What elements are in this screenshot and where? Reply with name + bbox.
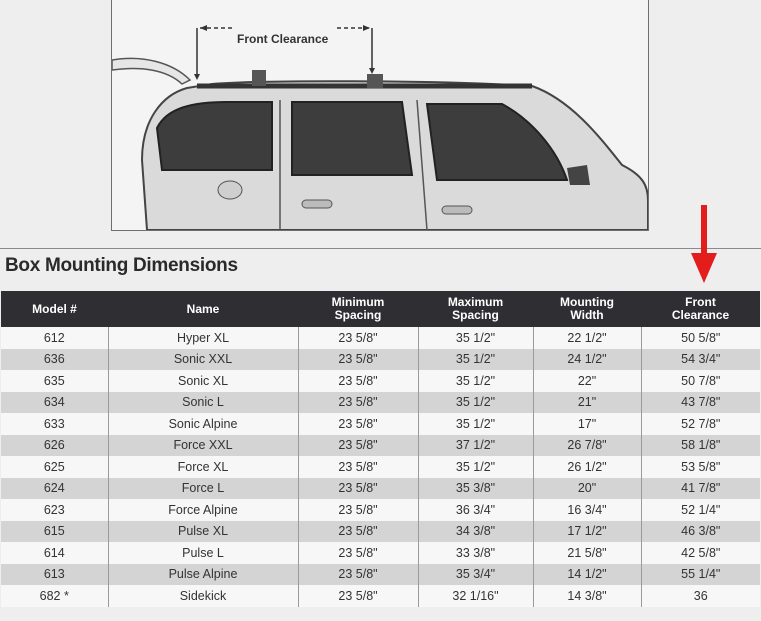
table-row (1, 564, 760, 586)
cell-max-spacing: 35 1/2" (418, 349, 533, 371)
cell-name: Force XXL (108, 435, 298, 457)
front-clearance-label: Front Clearance (237, 32, 329, 46)
header-mounting-width: Mounting Width (533, 291, 641, 327)
cell-max-spacing: 35 1/2" (418, 456, 533, 478)
table-row (1, 585, 760, 607)
cell-model: 634 (1, 392, 108, 414)
cell-model: 613 (1, 564, 108, 586)
cell-front-clearance: 36 (641, 585, 760, 607)
cell-min-spacing: 23 5/8" (298, 413, 418, 435)
cell-max-spacing: 33 3/8" (418, 542, 533, 564)
cell-mounting-width: 14 3/8" (533, 585, 641, 607)
cell-name: Force XL (108, 456, 298, 478)
cell-front-clearance: 50 5/8" (641, 327, 760, 349)
cell-model: 682 * (1, 585, 108, 607)
cell-min-spacing: 23 5/8" (298, 327, 418, 349)
cell-front-clearance: 55 1/4" (641, 564, 760, 586)
cell-max-spacing: 35 1/2" (418, 370, 533, 392)
cell-model: 633 (1, 413, 108, 435)
box-mounting-dimensions-table (1, 291, 760, 607)
table-row (1, 521, 760, 543)
cell-mounting-width: 21 5/8" (533, 542, 641, 564)
table-row (1, 327, 760, 349)
cell-name: Force L (108, 478, 298, 500)
cell-name: Hyper XL (108, 327, 298, 349)
table-row (1, 478, 760, 500)
cell-front-clearance: 52 1/4" (641, 499, 760, 521)
cell-min-spacing: 23 5/8" (298, 585, 418, 607)
cell-min-spacing: 23 5/8" (298, 370, 418, 392)
cell-min-spacing: 23 5/8" (298, 499, 418, 521)
cell-min-spacing: 23 5/8" (298, 478, 418, 500)
cell-min-spacing: 23 5/8" (298, 564, 418, 586)
table-row (1, 499, 760, 521)
cell-model: 623 (1, 499, 108, 521)
cell-front-clearance: 43 7/8" (641, 392, 760, 414)
cell-min-spacing: 23 5/8" (298, 456, 418, 478)
cell-max-spacing: 35 1/2" (418, 413, 533, 435)
table-header-row (1, 291, 760, 327)
cell-min-spacing: 23 5/8" (298, 435, 418, 457)
cell-front-clearance: 54 3/4" (641, 349, 760, 371)
cell-name: Sonic XXL (108, 349, 298, 371)
cell-mounting-width: 14 1/2" (533, 564, 641, 586)
cell-front-clearance: 52 7/8" (641, 413, 760, 435)
table-body (1, 327, 760, 607)
table-row (1, 349, 760, 371)
cell-front-clearance: 46 3/8" (641, 521, 760, 543)
table-row (1, 456, 760, 478)
section-title: Box Mounting Dimensions (5, 255, 238, 276)
cell-mounting-width: 17 1/2" (533, 521, 641, 543)
cell-model: 615 (1, 521, 108, 543)
cell-max-spacing: 32 1/16" (418, 585, 533, 607)
cell-model: 625 (1, 456, 108, 478)
cell-name: Sonic L (108, 392, 298, 414)
cell-front-clearance: 58 1/8" (641, 435, 760, 457)
cell-front-clearance: 50 7/8" (641, 370, 760, 392)
cell-name: Sonic Alpine (108, 413, 298, 435)
header-maximum-spacing: Maximum Spacing (418, 291, 533, 327)
cell-mounting-width: 17" (533, 413, 641, 435)
cell-max-spacing: 34 3/8" (418, 521, 533, 543)
header-minimum-spacing: Minimum Spacing (298, 291, 418, 327)
cell-mounting-width: 26 1/2" (533, 456, 641, 478)
cell-model: 635 (1, 370, 108, 392)
cell-max-spacing: 37 1/2" (418, 435, 533, 457)
cell-model: 612 (1, 327, 108, 349)
cell-mounting-width: 24 1/2" (533, 349, 641, 371)
cell-model: 636 (1, 349, 108, 371)
cell-mounting-width: 22" (533, 370, 641, 392)
table-row (1, 392, 760, 414)
cell-name: Pulse XL (108, 521, 298, 543)
cell-max-spacing: 35 3/4" (418, 564, 533, 586)
table-row (1, 542, 760, 564)
cell-model: 614 (1, 542, 108, 564)
cell-front-clearance: 42 5/8" (641, 542, 760, 564)
cell-mounting-width: 26 7/8" (533, 435, 641, 457)
header-model: Model # (1, 291, 108, 327)
cell-model: 624 (1, 478, 108, 500)
table-row (1, 370, 760, 392)
cell-min-spacing: 23 5/8" (298, 392, 418, 414)
header-name: Name (108, 291, 298, 327)
cell-mounting-width: 22 1/2" (533, 327, 641, 349)
car-illustration (111, 0, 649, 231)
section-divider (0, 248, 761, 249)
cell-mounting-width: 20" (533, 478, 641, 500)
cell-name: Pulse L (108, 542, 298, 564)
cell-min-spacing: 23 5/8" (298, 521, 418, 543)
cell-max-spacing: 35 3/8" (418, 478, 533, 500)
cell-name: Force Alpine (108, 499, 298, 521)
car-drawing (112, 0, 648, 230)
cell-mounting-width: 16 3/4" (533, 499, 641, 521)
cell-front-clearance: 53 5/8" (641, 456, 760, 478)
header-front-clearance: Front Clearance (641, 291, 760, 327)
cell-name: Sonic XL (108, 370, 298, 392)
cell-max-spacing: 35 1/2" (418, 392, 533, 414)
table-row (1, 413, 760, 435)
cell-model: 626 (1, 435, 108, 457)
cell-mounting-width: 21" (533, 392, 641, 414)
cell-name: Pulse Alpine (108, 564, 298, 586)
cell-max-spacing: 36 3/4" (418, 499, 533, 521)
table-row (1, 435, 760, 457)
cell-max-spacing: 35 1/2" (418, 327, 533, 349)
cell-front-clearance: 41 7/8" (641, 478, 760, 500)
cell-name: Sidekick (108, 585, 298, 607)
cell-min-spacing: 23 5/8" (298, 542, 418, 564)
cell-min-spacing: 23 5/8" (298, 349, 418, 371)
red-down-arrow-icon (691, 205, 717, 283)
